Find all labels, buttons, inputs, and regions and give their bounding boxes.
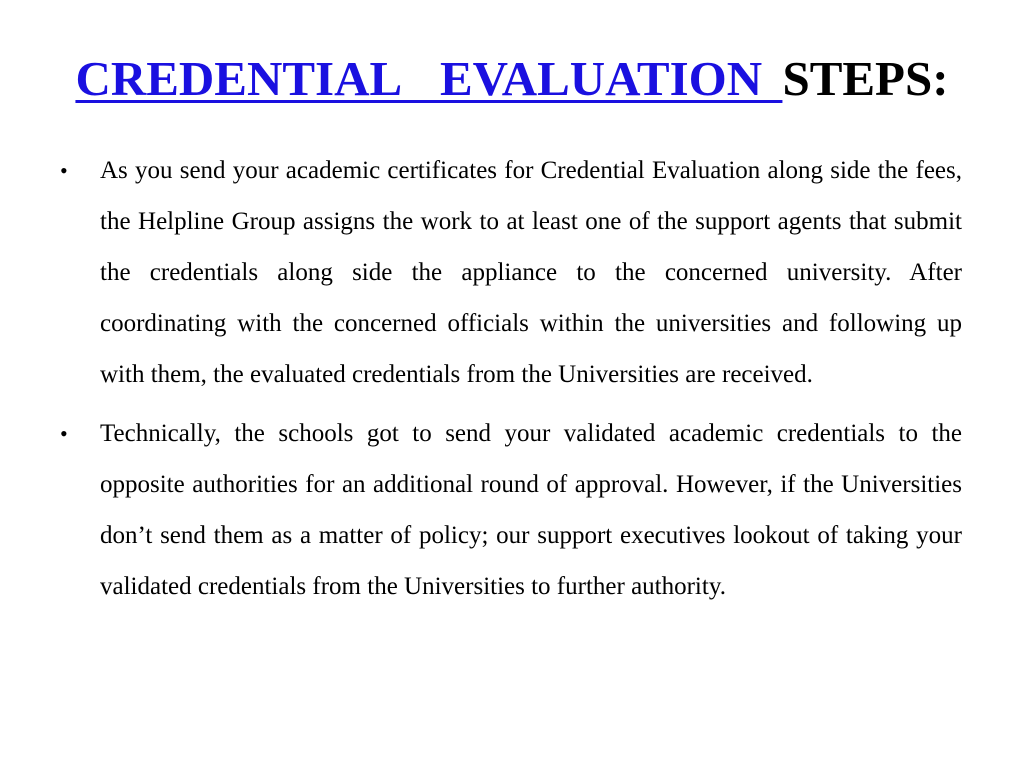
- bullet-item: [60, 145, 962, 400]
- bullet-item: [60, 408, 962, 612]
- bullet-list: [60, 145, 962, 620]
- bullet-dot-icon: •: [60, 421, 68, 446]
- title-link[interactable]: CREDENTIAL EVALUATION: [75, 51, 783, 106]
- slide-title: [0, 52, 1024, 106]
- title-text: STEPS:: [782, 51, 949, 106]
- bullet-dot-icon: •: [60, 158, 68, 183]
- bullet-text: As you send your academic certificates for Credential Evaluation along side the fees, the Helpline Group assigns the work to at least one of the support agents that submit the credentials along side the appliance to the concerned university. After coordinating with the concerned officials within the universities and following up with them, the evaluated credentials from the Universities are received.: [100, 157, 962, 388]
- bullet-text: Technically, the schools got to send your validated academic credentials to the opposite authorities for an additional round of approval. However, if the Universities don’t send them as a matter of policy; our support executives lookout of taking your validated credentials from the Universities to further authority.: [100, 420, 962, 600]
